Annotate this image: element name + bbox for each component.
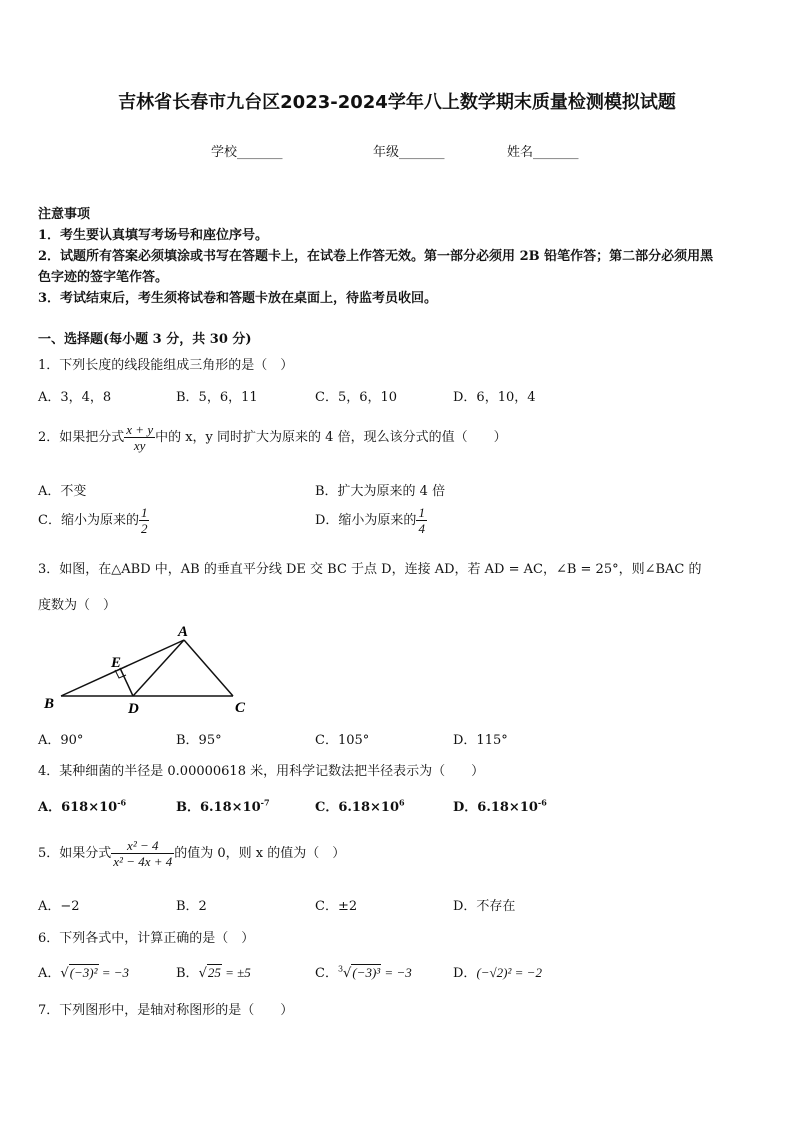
q2-option-d-den: 4 bbox=[418, 521, 425, 536]
q1-stem: 1．下列长度的线段能组成三角形的是（ ） bbox=[38, 358, 294, 373]
q1-option-c: C．5，6，10 bbox=[315, 390, 398, 405]
q4-option-d-base: D．6.18×10 bbox=[453, 800, 538, 815]
q5-option-d: D．不存在 bbox=[453, 899, 516, 914]
note-3: 3．考试结束后，考生须将试卷和答题卡放在桌面上，待监考员收回。 bbox=[38, 291, 438, 306]
note-2: 2．试题所有答案必须填涂或书写在答题卡上，在试卷上作答无效。第一部分必须用 2B 铅笔作答；第二部分必须用黑 bbox=[38, 249, 714, 264]
q5-option-b: B．2 bbox=[176, 899, 207, 914]
q6-option-c-index: 3 bbox=[337, 964, 344, 974]
q2-stem-post: 中的 x，y 同时扩大为原来的 4 倍，现么该分式的值（ ） bbox=[155, 430, 507, 445]
segment-ad bbox=[133, 640, 184, 696]
q2-stem-pre: 2．如果把分式 bbox=[38, 430, 125, 445]
section-title: 一、选择题(每小题 3 分，共 30 分) bbox=[38, 332, 252, 347]
q2-option-d-num: 1 bbox=[418, 505, 425, 520]
q2-frac-den: xy bbox=[133, 438, 146, 453]
q4-option-b-exp: -7 bbox=[260, 797, 270, 808]
label-a: A bbox=[178, 624, 189, 640]
sqrt-icon: √ bbox=[60, 966, 69, 981]
q2-option-d-text: D．缩小为原来的 bbox=[315, 513, 417, 528]
grade-field: 年级_______ bbox=[373, 145, 445, 160]
q6-option-c-radicand: (−3)³ bbox=[352, 965, 381, 980]
q4-option-b-base: B．6.18×10 bbox=[176, 800, 261, 815]
q6-option-a bbox=[38, 962, 129, 981]
q5-stem bbox=[38, 838, 345, 869]
exam-title: 吉林省长春市九台区2023-2024学年八上数学期末质量检测模拟试题 bbox=[118, 92, 676, 113]
q1-option-a: A．3，4，8 bbox=[38, 390, 112, 405]
q4-option-c bbox=[315, 796, 405, 815]
q6-option-b-radicand: 25 bbox=[207, 965, 221, 980]
q2-option-c-text: C．缩小为原来的 bbox=[38, 513, 139, 528]
q3-stem-line2: 度数为（ ） bbox=[38, 598, 117, 613]
sqrt-icon: √ bbox=[198, 966, 207, 981]
q4-option-c-base: C．6.18×10 bbox=[315, 800, 399, 815]
q2-option-c-num: 1 bbox=[140, 505, 148, 520]
q2-option-a: A．不变 bbox=[38, 484, 87, 499]
q2-option-d bbox=[315, 505, 427, 536]
q3-option-c: C．105° bbox=[315, 733, 370, 748]
q4-option-a bbox=[38, 796, 126, 815]
label-e: E bbox=[111, 655, 122, 671]
note-2-cont: 色字迹的签字笔作答。 bbox=[38, 270, 169, 285]
q2-stem bbox=[38, 422, 507, 453]
q1-option-d: D．6，10，4 bbox=[453, 390, 536, 405]
q4-option-d bbox=[453, 796, 547, 815]
q6-option-d-label: D． bbox=[453, 966, 477, 981]
q5-frac-den: x² − 4x + 4 bbox=[113, 854, 173, 869]
q2-option-d-frac bbox=[416, 505, 427, 536]
q6-option-a-radicand: (−3)² bbox=[69, 965, 98, 980]
q4-option-a-exp: -6 bbox=[117, 797, 127, 808]
q3-option-a: A．90° bbox=[38, 733, 84, 748]
q6-option-c-label: C． bbox=[315, 966, 338, 981]
q4-option-c-exp: 6 bbox=[399, 797, 405, 808]
q6-option-b bbox=[176, 962, 251, 981]
name-field: 姓名_______ bbox=[507, 145, 579, 160]
q2-fraction bbox=[124, 422, 155, 453]
q2-option-b: B．扩大为原来的 4 倍 bbox=[315, 484, 446, 499]
q4-option-b bbox=[176, 796, 270, 815]
q6-option-c-rhs: = −3 bbox=[381, 965, 412, 980]
q4-option-d-exp: -6 bbox=[537, 797, 547, 808]
q3-stem-line1: 3．如图，在△ABD 中，AB 的垂直平分线 DE 交 BC 于点 D，连接 AD，若 AD = AC，∠B = 25°，则∠BAC 的 bbox=[38, 562, 702, 577]
q7-stem: 7．下列图形中，是轴对称图形的是（ ） bbox=[38, 1003, 294, 1018]
q2-option-c bbox=[38, 505, 149, 536]
school-field: 学校_______ bbox=[211, 145, 283, 160]
segment-ac bbox=[184, 640, 233, 696]
q3-option-b: B．95° bbox=[176, 733, 222, 748]
label-b: B bbox=[44, 696, 55, 712]
q6-stem: 6．下列各式中，计算正确的是（ ） bbox=[38, 931, 255, 946]
segment-de bbox=[120, 668, 133, 696]
segment-ba bbox=[61, 640, 184, 696]
q4-stem: 4．某种细菌的半径是 0.00000618 米，用科学记数法把半径表示为（ ） bbox=[38, 764, 485, 779]
q6-option-b-label: B． bbox=[176, 966, 199, 981]
notes-heading: 注意事项 bbox=[38, 207, 91, 222]
q3-triangle-figure bbox=[38, 618, 268, 718]
q3-option-d: D．115° bbox=[453, 733, 508, 748]
q5-option-c: C．±2 bbox=[315, 899, 358, 914]
q5-stem-post: 的值为 0，则 x 的值为（ ） bbox=[174, 846, 346, 861]
q6-option-b-rhs: = ±5 bbox=[221, 965, 251, 980]
q5-option-a: A．−2 bbox=[38, 899, 80, 914]
q5-fraction bbox=[111, 838, 174, 869]
sqrt-icon: √ bbox=[343, 966, 352, 981]
note-1: 1．考生要认真填写考场号和座位序号。 bbox=[38, 228, 269, 243]
label-c: C bbox=[235, 700, 246, 716]
q2-frac-num: x + y bbox=[126, 422, 154, 437]
q2-option-c-den: 2 bbox=[140, 521, 148, 536]
q1-option-b: B．5，6，11 bbox=[176, 390, 258, 405]
q6-option-d bbox=[453, 962, 542, 981]
q4-option-a-base: A．618×10 bbox=[38, 800, 118, 815]
q6-option-a-rhs: = −3 bbox=[98, 965, 130, 980]
q6-option-c bbox=[315, 962, 412, 981]
q2-option-c-frac bbox=[139, 505, 150, 536]
q6-option-d-expr: (−√2)² = −2 bbox=[476, 965, 542, 980]
q5-frac-num: x² − 4 bbox=[111, 838, 174, 854]
label-d: D bbox=[128, 701, 139, 717]
q5-stem-pre: 5．如果分式 bbox=[38, 846, 112, 861]
q6-option-a-label: A． bbox=[38, 966, 61, 981]
